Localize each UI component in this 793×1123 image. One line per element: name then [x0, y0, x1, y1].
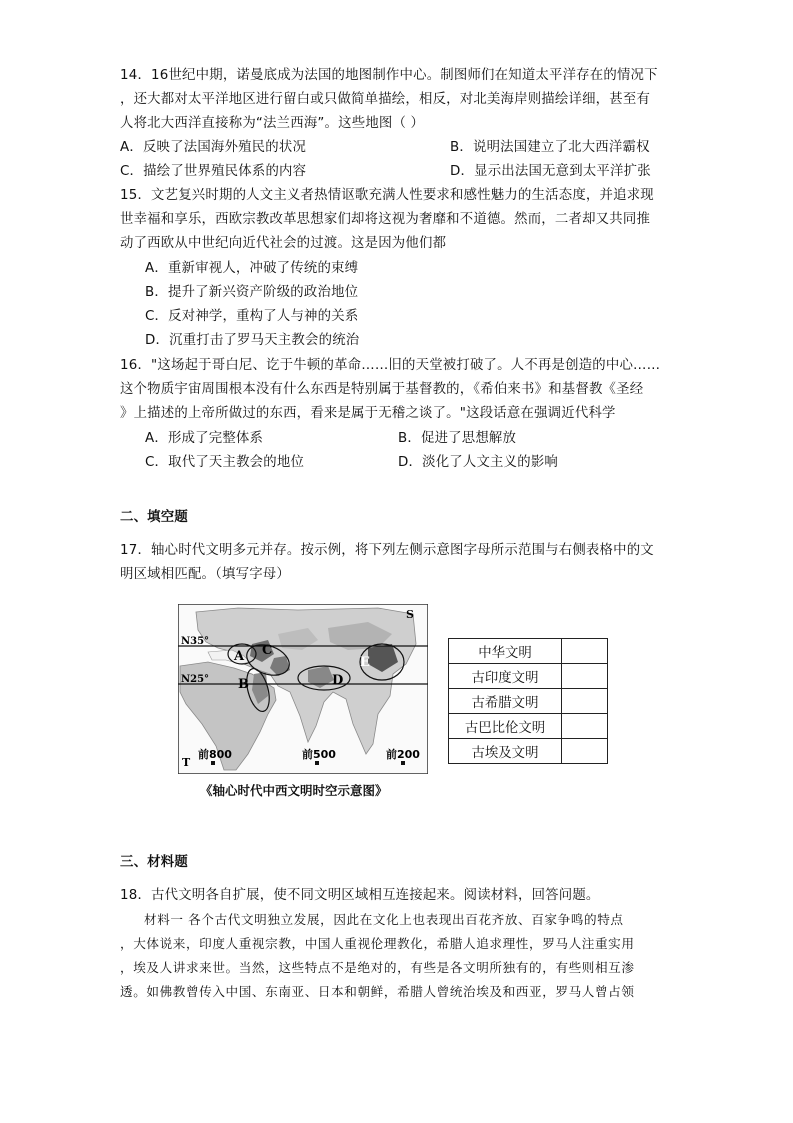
q18-material-line-2: ，大体说来，印度人重视宗教，中国人重视伦理教化，希腊人追求理性，罗马人注重实用 [120, 936, 635, 951]
q14-stem-line-1: 14．16世纪中期，诺曼底成为法国的地图制作中心。制图师们在知道太平洋存在的情况下 [120, 68, 658, 83]
q14-option-d: D．显示出法国无意到太平洋扩张 [450, 164, 651, 179]
section-2-title: 二、填空题 [120, 510, 188, 525]
section-3-title: 三、材料题 [120, 855, 188, 870]
map-label-c: C [262, 643, 273, 658]
q16-stem-line-3: 》上描述的上帝所做过的东西，看来是属于无稽之谈了。"这段话意在强调近代科学 [120, 406, 616, 421]
civilization-name: 古印度文明 [449, 664, 562, 689]
q16-stem-line-2: 这个物质宇宙周围根本没有什么东西是特别属于基督教的，《希伯来书》和基督教《圣经 [120, 382, 644, 397]
q18-stem: 18．古代文明各自扩展，使不同文明区域相互连接起来。阅读材料，回答问题。 [120, 888, 600, 903]
q17-stem-line-1: 17．轴心时代文明多元并存。按示例，将下列左侧示意图字母所示范围与右侧表格中的文 [120, 543, 654, 558]
q14-option-c: C．描绘了世界殖民体系的内容 [120, 164, 307, 179]
map-label-a: A [234, 649, 245, 664]
q14-stem-line-2: ，还大都对太平洋地区进行留白或只做简单描绘，相反，对北美海岸则描绘详细，甚至有 [120, 92, 651, 107]
axial-age-map [178, 604, 428, 774]
q15-stem-line-1: 15．文艺复兴时期的人文主义者热情讴歌充满人性要求和感性魅力的生活态度，并追求现 [120, 188, 654, 203]
q14-option-b: B．说明法国建立了北大西洋霸权 [450, 140, 650, 155]
map-label-200bc: 前200 [386, 748, 420, 761]
civilization-name: 古埃及文明 [449, 739, 562, 764]
answer-cell[interactable] [562, 739, 608, 764]
answer-cell[interactable] [562, 689, 608, 714]
map-label-e: E [360, 655, 370, 670]
q15-stem-line-3: 动了西欧从中世纪向近代社会的过渡。这是因为他们都 [120, 236, 447, 251]
q15-option-b: B．提升了新兴资产阶级的政治地位 [145, 285, 359, 300]
civilization-name: 古希腊文明 [449, 689, 562, 714]
table-row [449, 639, 608, 664]
map-label-n25: N25° [181, 674, 210, 685]
answer-cell[interactable] [562, 639, 608, 664]
table-row [449, 664, 608, 689]
civilization-name: 古巴比伦文明 [449, 714, 562, 739]
q16-option-d: D．淡化了人文主义的影响 [398, 455, 559, 470]
answer-cell[interactable] [562, 714, 608, 739]
time-marker-800 [211, 761, 215, 765]
map-caption: 《轴心时代中西文明时空示意图》 [200, 783, 388, 798]
q16-option-a: A．形成了完整体系 [145, 431, 264, 446]
q17-stem-line-2: 明区域相匹配。（填写字母） [120, 567, 290, 582]
table-row [449, 689, 608, 714]
axial-age-map-svg [178, 604, 428, 774]
map-label-s: S [406, 608, 414, 621]
q15-option-d: D．沉重打击了罗马天主教会的统治 [145, 333, 360, 348]
time-marker-500 [315, 761, 319, 765]
civilization-name: 中华文明 [449, 639, 562, 664]
table-row [449, 714, 608, 739]
time-marker-200 [401, 761, 405, 765]
map-label-n35: N35° [181, 636, 210, 647]
q18-material-line-1: 材料一 各个古代文明独立发展，因此在文化上也表现出百花齐放、百家争鸣的特点 [144, 912, 624, 927]
q15-stem-line-2: 世幸福和享乐，西欧宗教改革思想家们却将这视为奢靡和不道德。然而，二者却又共同推 [120, 212, 651, 227]
q16-option-c: C．取代了天主教会的地位 [145, 455, 305, 470]
map-label-b: B [238, 677, 249, 692]
map-label-d: D [332, 673, 344, 688]
map-label-t: T [182, 756, 191, 769]
q14-option-a: A．反映了法国海外殖民的状况 [120, 140, 307, 155]
q18-material-line-4: 透。如佛教曾传入中国、东南亚、日本和朝鲜，希腊人曾统治埃及和西亚，罗马人曾占领 [120, 984, 635, 999]
q16-option-b: B．促进了思想解放 [398, 431, 517, 446]
civilization-match-table [448, 638, 608, 764]
q15-option-a: A．重新审视人，冲破了传统的束缚 [145, 261, 359, 276]
q14-stem-line-3: 人将北大西洋直接称为“法兰西海”。这些地图（ ） [120, 116, 425, 131]
answer-cell[interactable] [562, 664, 608, 689]
map-label-800bc: 前800 [198, 748, 232, 761]
q15-option-c: C．反对神学，重构了人与神的关系 [145, 309, 359, 324]
map-label-500bc: 前500 [302, 748, 336, 761]
q18-material-line-3: ，埃及人讲求来世。当然，这些特点不是绝对的，有些是各文明所独有的，有些则相互渗 [120, 960, 635, 975]
q16-stem-line-1: 16．"这场起于哥白尼、讫于牛顿的革命……旧的天堂被打破了。人不再是创造的中心…… [120, 358, 661, 373]
table-row [449, 739, 608, 764]
